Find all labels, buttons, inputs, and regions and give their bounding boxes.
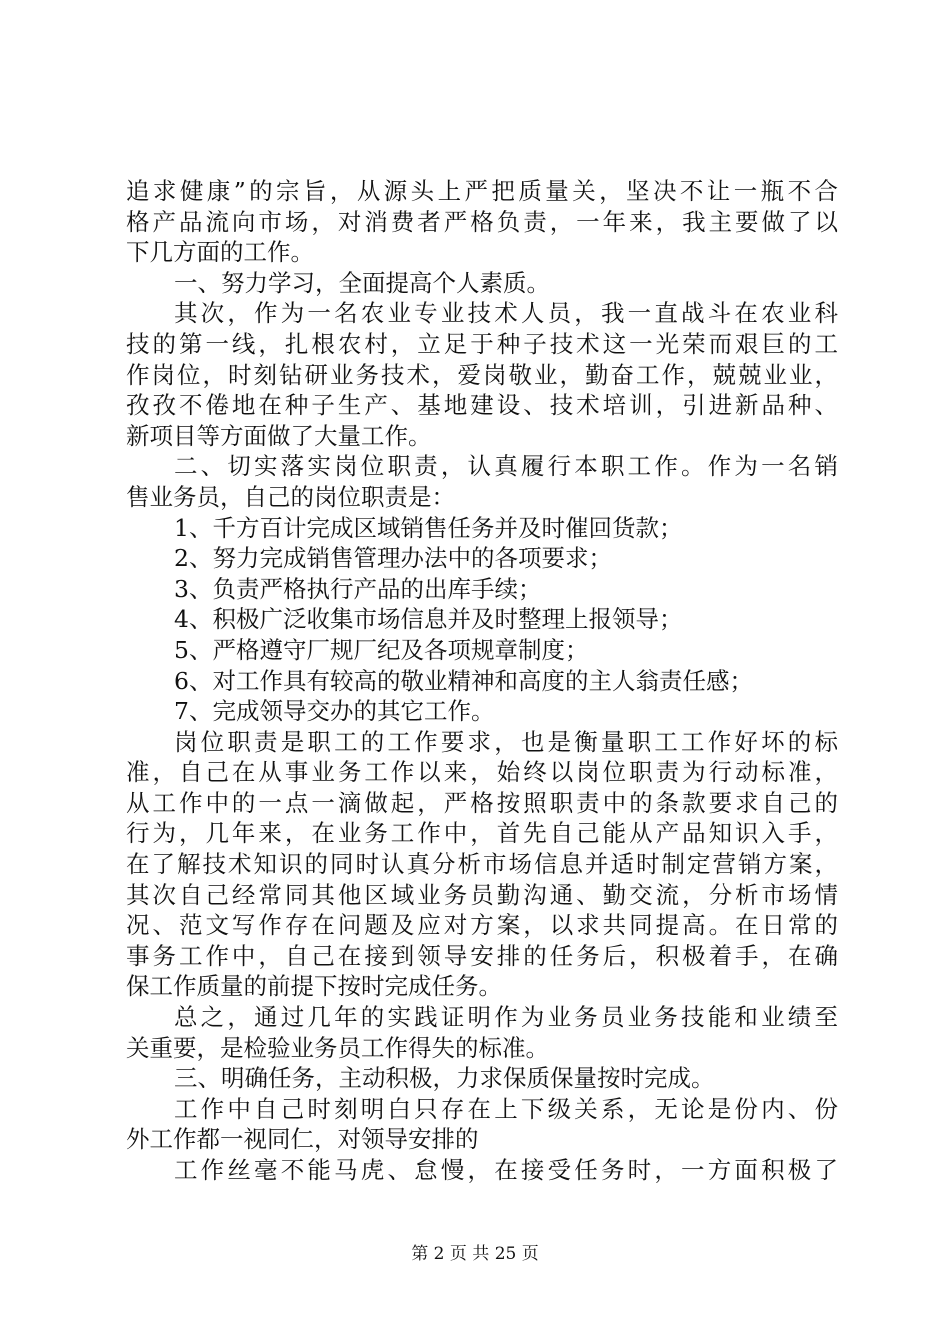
text-line: 关重要，是检验业务员工作得失的标准。 [126, 1033, 549, 1062]
page-number-footer: 第 2 页 共 25 页 [411, 1244, 539, 1264]
text-line: 孜孜不倦地在种子生产、基地建设、技术培训，引进新品种、 [126, 391, 838, 420]
text-line: 行为，几年来，在业务工作中，首先自己能从产品知识入手， [126, 819, 838, 848]
text-line: 格产品流向市场，对消费者严格负责，一年来，我主要做了以 [126, 207, 838, 236]
text-line: 其次，作为一名农业专业技术人员，我一直战斗在农业科 [174, 299, 838, 328]
text-line: 总之，通过几年的实践证明作为业务员业务技能和业绩至 [174, 1003, 838, 1032]
text-line: 况、范文写作存在问题及应对方案，以求共同提高。在日常的 [126, 911, 838, 940]
text-line: 三、明确任务，主动积极，力求保质保量按时完成。 [174, 1064, 715, 1093]
text-line: 4、积极广泛收集市场信息并及时整理上报领导； [174, 605, 683, 634]
text-line: 售业务员，自己的岗位职责是： [126, 482, 455, 511]
text-line: 保工作质量的前提下按时完成任务。 [126, 972, 502, 1001]
text-line: 技的第一线，扎根农村，立足于种子技术这一光荣而艰巨的工 [126, 329, 838, 358]
text-line: 6、对工作具有较高的敬业精神和高度的主人翁责任感； [174, 666, 753, 695]
text-line: 工作中自己时刻明白只存在上下级关系，无论是份内、份 [174, 1094, 838, 1123]
text-line: 事务工作中，自己在接到领导安排的任务后，积极着手，在确 [126, 941, 838, 970]
text-line: 5、严格遵守厂规厂纪及各项规章制度； [174, 635, 589, 664]
text-line: 新项目等方面做了大量工作。 [126, 421, 432, 450]
text-line: 二、切实落实岗位职责，认真履行本职工作。作为一名销 [174, 452, 838, 481]
text-line: 其次自己经常同其他区域业务员勤沟通、勤交流，分析市场情 [126, 880, 838, 909]
document-body [126, 176, 838, 1186]
text-line: 7、完成领导交办的其它工作。 [174, 697, 495, 726]
text-line: 准，自己在从事业务工作以来，始终以岗位职责为行动标准， [126, 758, 838, 787]
text-line: 工作丝毫不能马虎、怠慢，在接受任务时，一方面积极了 [174, 1156, 838, 1184]
text-line: 下几方面的工作。 [126, 238, 314, 267]
text-line: 2、努力完成销售管理办法中的各项要求； [174, 544, 612, 573]
text-line: 岗位职责是职工的工作要求，也是衡量职工工作好坏的标 [174, 727, 838, 756]
text-line: 外工作都一视同仁，对领导安排的 [126, 1125, 479, 1154]
text-line: 3、负责严格执行产品的出库手续； [174, 574, 542, 603]
text-line: 一、努力学习，全面提高个人素质。 [174, 268, 550, 297]
text-line: 1、千方百计完成区域销售任务并及时催回货款； [174, 513, 683, 542]
text-line: 追求健康”的宗旨，从源头上严把质量关，坚决不让一瓶不合 [126, 177, 838, 205]
text-line: 在了解技术知识的同时认真分析市场信息并适时制定营销方案， [126, 850, 838, 879]
text-line: 从工作中的一点一滴做起，严格按照职责中的条款要求自己的 [126, 788, 838, 817]
text-line: 作岗位，时刻钻研业务技术，爱岗敬业，勤奋工作，兢兢业业， [126, 360, 838, 389]
